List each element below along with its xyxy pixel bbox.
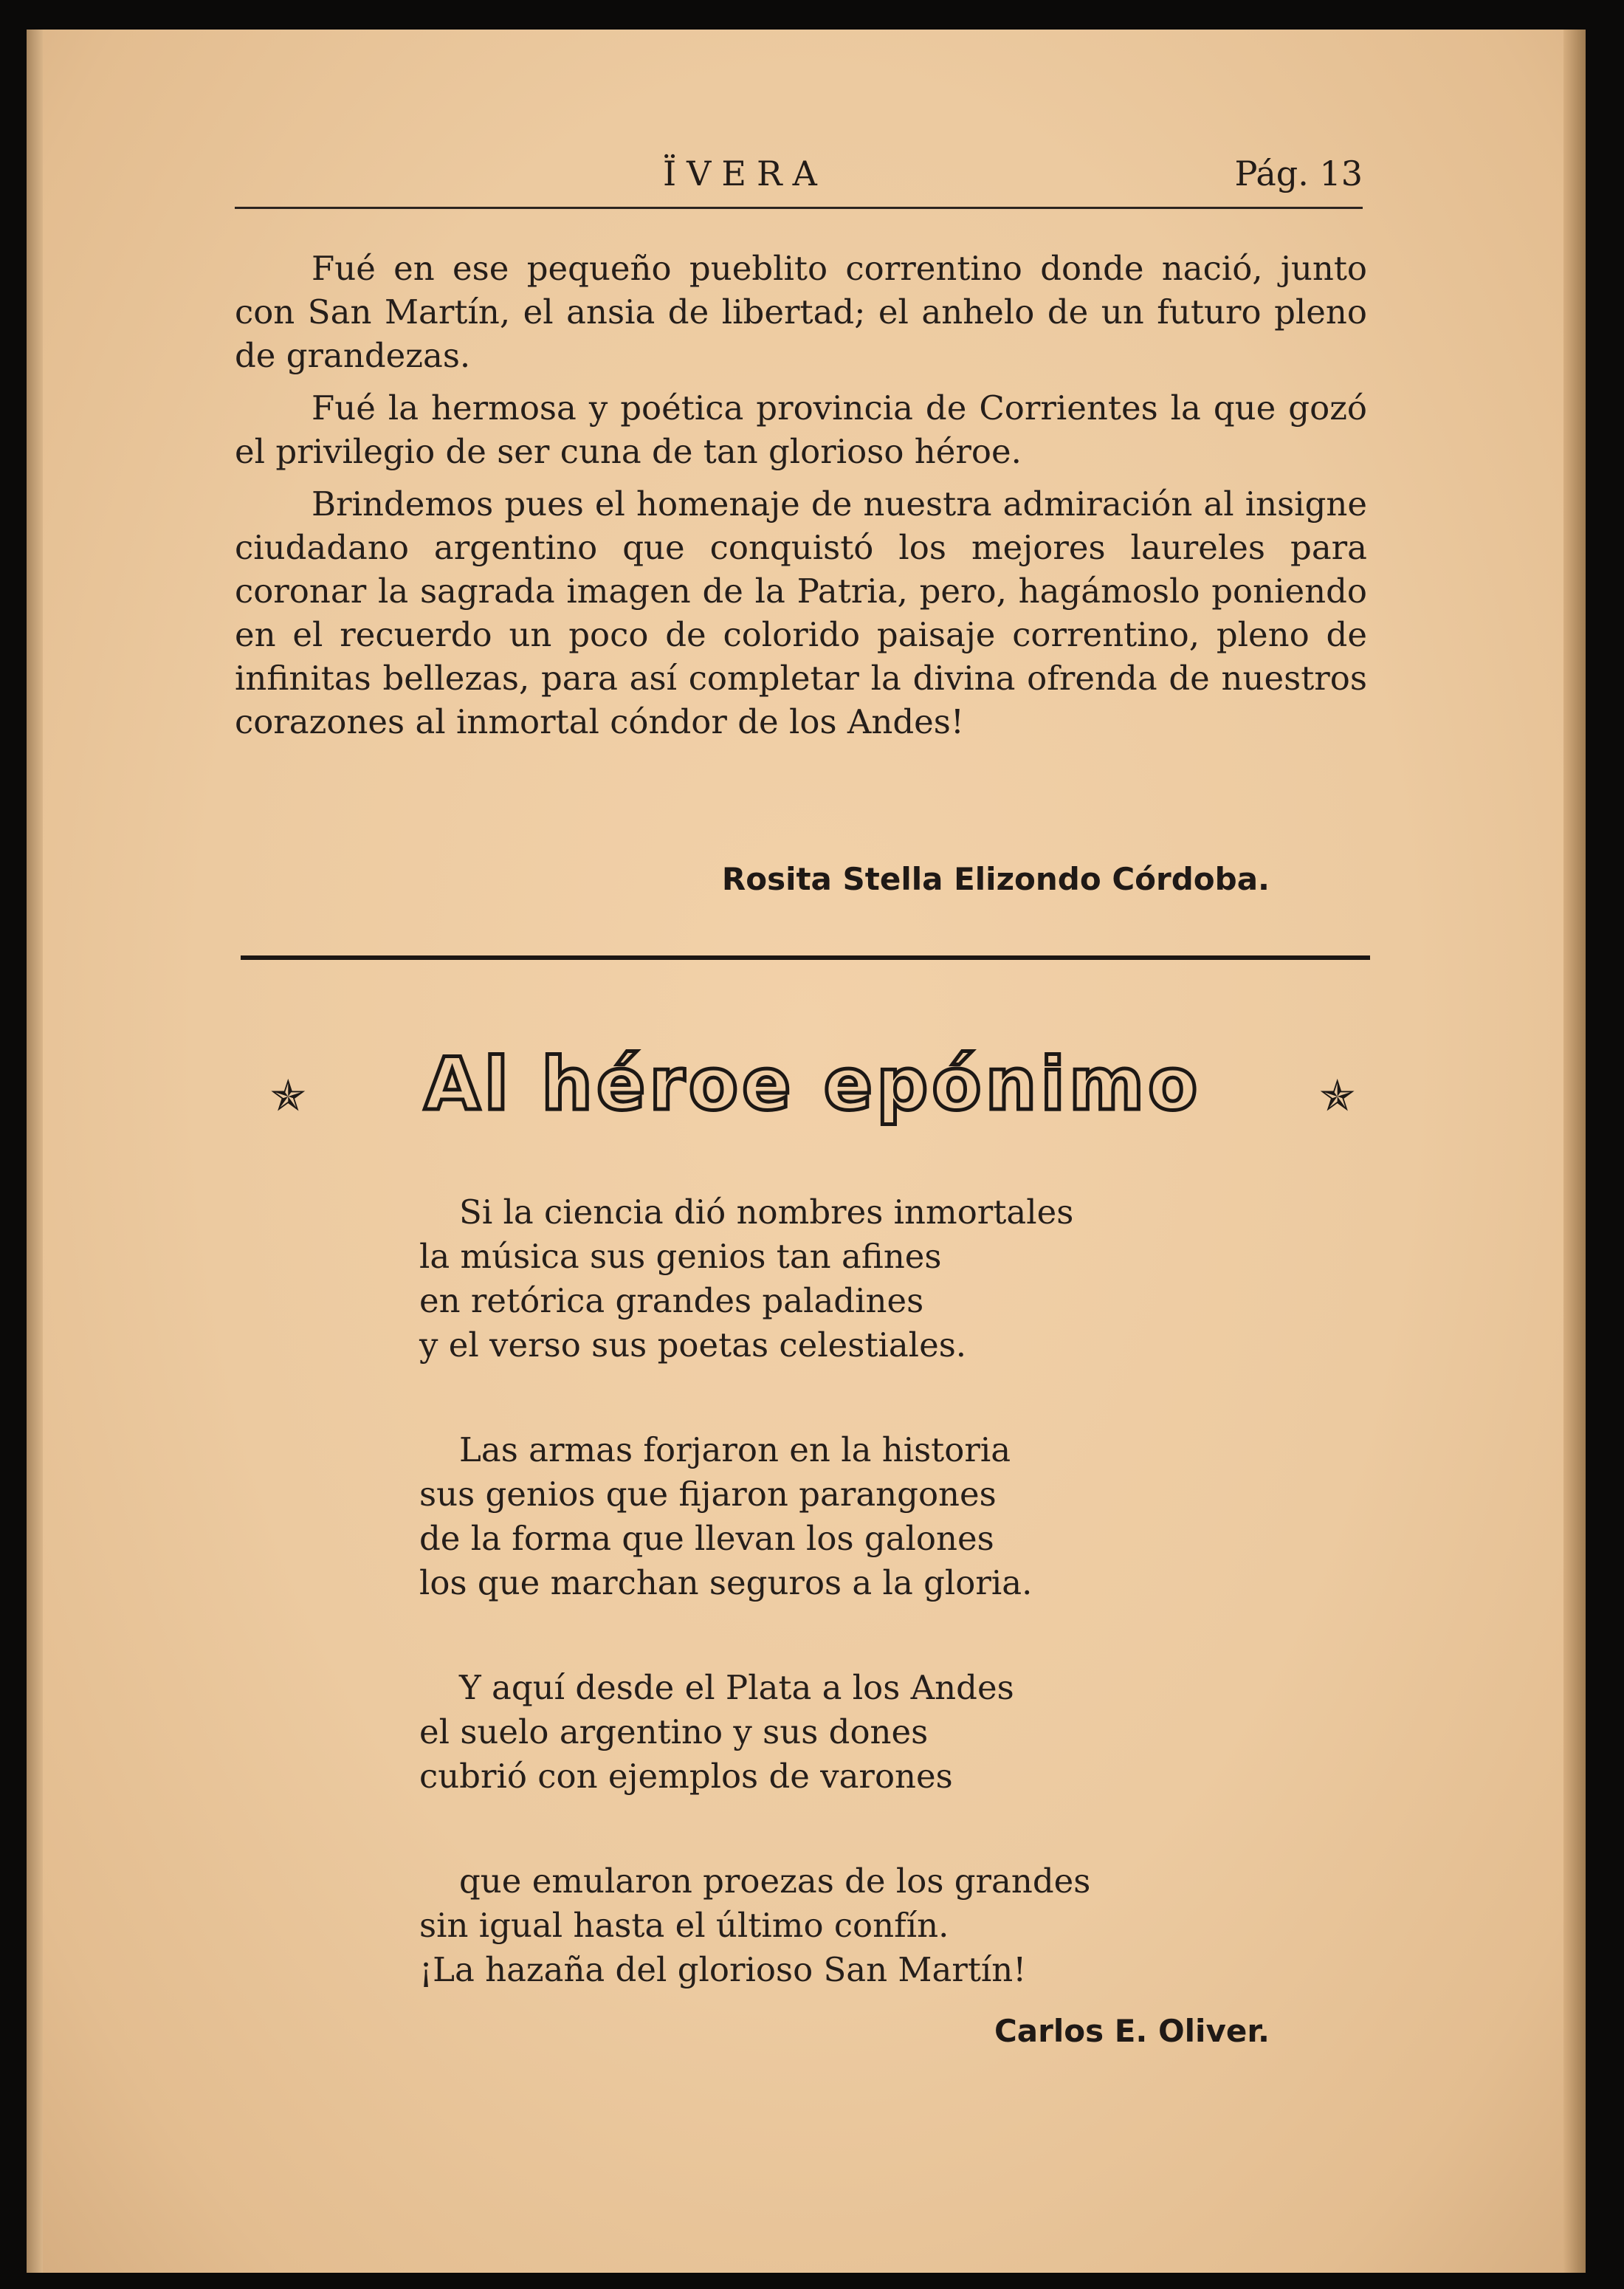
verse-line: Las armas forjaron en la historia (459, 1430, 1011, 1469)
verse-line: ¡La hazaña del glorioso San Martín! (419, 1950, 1027, 1989)
verse-line: cubrió con ejemplos de varones (419, 1757, 953, 1796)
verse-line: Si la ciencia dió nombres inmortales (459, 1192, 1074, 1232)
poem-body (419, 1190, 1090, 2053)
verse-line: Y aquí desde el Plata a los Andes (459, 1668, 1014, 1707)
verse-line: en retórica grandes paladines (419, 1281, 924, 1320)
verse-line: los que marchan seguros a la gloria. (419, 1563, 1033, 1602)
verse-line: y el verso sus poetas celestiales. (419, 1325, 967, 1365)
verse-line: sus genios que fijaron parangones (419, 1475, 997, 1514)
stanza-1 (419, 1190, 1090, 1367)
paragraph-1: Fué en ese pequeño pueblito correntino donde nació, junto con San Martín, el ansia de libertad; el anhelo de un futuro pleno de grandezas. (235, 249, 1367, 375)
running-header (235, 154, 1363, 209)
page-spine-shadow (27, 30, 43, 2273)
poem-author-signature: Carlos E. Oliver. (994, 2013, 1270, 2049)
star-ornament-icon: ✯ (1319, 1071, 1355, 1121)
verse-line: que emularon proezas de los grandes (459, 1861, 1091, 1901)
journal-name: ÏVERA (663, 154, 828, 193)
essay-text (235, 247, 1367, 752)
verse-line: la música sus genios tan afines (419, 1237, 942, 1276)
paragraph-3: Brindemos pues el homenaje de nuestra admiración al insigne ciudadano argentino que conquistó los mejores laureles para coronar la sagrada imagen de la Patria, pero, hagámoslo poniendo en el recuerdo un poco de colorido paisaje correntino, pleno de infinitas bellezas, para así completar la divina ofrenda de nuestros corazones al inmortal cóndor de los Andes! (235, 484, 1367, 741)
stanza-4 (419, 1859, 1090, 1992)
stanza-2 (419, 1428, 1090, 1605)
poem-title: Al héroe epónimo (424, 1043, 1202, 1127)
verse-line: el suelo argentino y sus dones (419, 1712, 929, 1751)
essay-author-signature: Rosita Stella Elizondo Córdoba. (721, 861, 1270, 897)
verse-line: sin igual hasta el último confín. (419, 1906, 949, 1945)
book-page (27, 30, 1586, 2273)
stanza-3 (419, 1666, 1090, 1799)
page-number: Pág. 13 (1234, 154, 1363, 193)
paragraph-2: Fué la hermosa y poética provincia de Corrientes la que gozó el privilegio de ser cuna de tan glorioso héroe. (235, 388, 1367, 471)
verse-line: de la forma que llevan los galones (419, 1519, 994, 1558)
page-edge-shadow (1563, 30, 1586, 2273)
star-ornament-icon: ✯ (270, 1071, 306, 1121)
section-divider (241, 955, 1370, 960)
poem-title-row (270, 1043, 1355, 1131)
